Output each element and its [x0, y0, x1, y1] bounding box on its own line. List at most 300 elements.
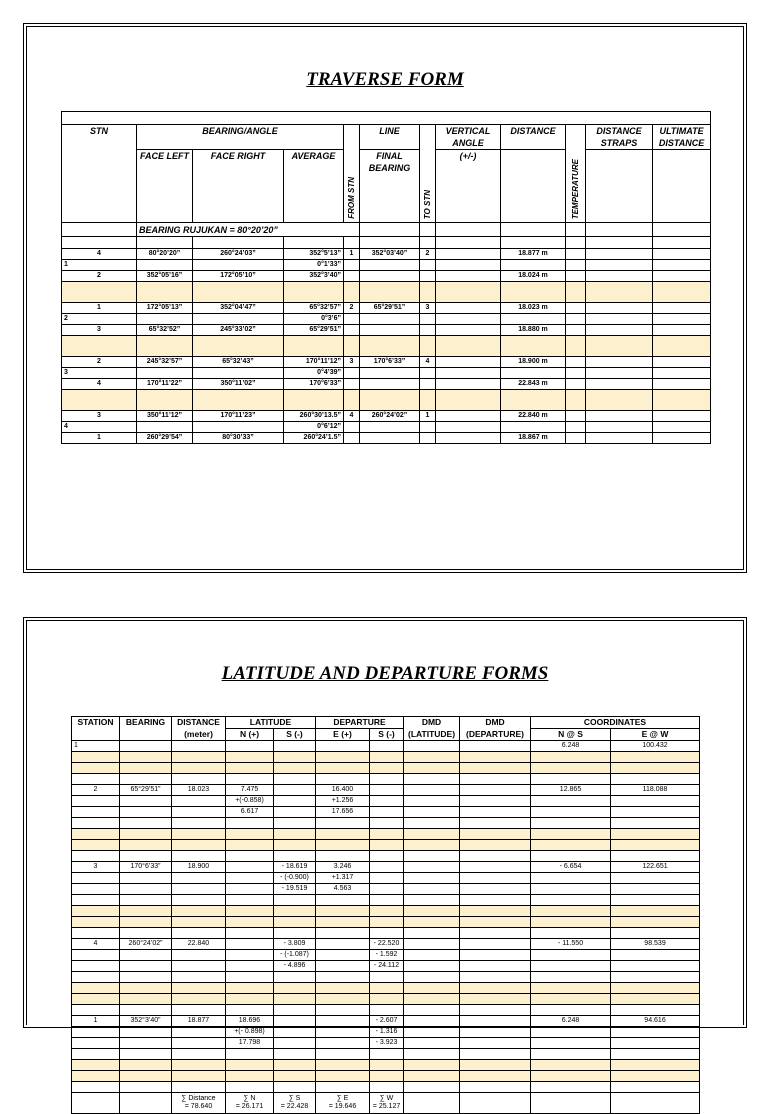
latdep-cell-dmd-dep	[460, 950, 531, 961]
header-distance-unit: (meter)	[172, 729, 226, 741]
traverse-cell-from	[344, 379, 360, 390]
traverse-cell-empty	[360, 368, 420, 379]
latdep-cell-coord-n: - 11.550	[531, 939, 611, 950]
latdep-cell-dmd-dep	[460, 862, 531, 873]
traverse-cell-empty	[193, 368, 284, 379]
traverse-cell-empty	[566, 260, 586, 271]
latdep-cell-dep-w: - 3.923	[370, 1038, 404, 1049]
latdep-separator-band	[72, 906, 700, 917]
traverse-separator-band	[62, 336, 711, 357]
latdep-cell-coord-n: 6.248	[531, 1016, 611, 1027]
header-temperature	[566, 125, 586, 223]
traverse-cell-from: 1	[344, 249, 360, 260]
latdep-cell-lat-s	[274, 785, 316, 796]
latdep-cell-coord-e	[611, 796, 700, 807]
latdep-cell-coord-e	[611, 1038, 700, 1049]
traverse-cell-va	[436, 357, 501, 368]
latdep-cell-dep-e: 4.563	[316, 884, 370, 895]
traverse-cell-empty	[586, 314, 653, 325]
traverse-cell-fr: 245°33’02”	[193, 325, 284, 336]
latdep-cell-lat-s: - (-0.900)	[274, 873, 316, 884]
latdep-cell-dmd-dep	[460, 1016, 531, 1027]
latdep-cell-coord-n	[531, 1038, 611, 1049]
latdep-cell-bearing	[120, 807, 172, 818]
latdep-cell-dep-w	[370, 807, 404, 818]
traverse-cell-fl: 65°32’52”	[137, 325, 193, 336]
traverse-cell-ult	[653, 325, 711, 336]
latdep-cell-distance	[172, 1038, 226, 1049]
sum-distance-value: = 78.640	[184, 1103, 213, 1110]
traverse-cell-temp	[566, 303, 586, 314]
traverse-cell-fb: 352°03’40”	[360, 249, 420, 260]
latdep-cell-lat-s	[274, 1027, 316, 1038]
header-average: AVERAGE	[284, 150, 344, 223]
header-n-plus: N (+)	[226, 729, 274, 741]
latdep-separator-band	[72, 763, 700, 774]
traverse-cell-empty	[193, 422, 284, 433]
traverse-cell-ult	[653, 303, 711, 314]
latdep-cell-dmd-lat	[404, 961, 460, 972]
traverse-cell-ult	[653, 433, 711, 444]
sum-e-value: = 19.646	[328, 1103, 357, 1110]
header-face-right: FACE RIGHT	[193, 150, 284, 223]
latdep-cell-dmd-dep	[460, 1027, 531, 1038]
latdep-cell-dmd-lat	[404, 862, 460, 873]
traverse-cell-va	[436, 379, 501, 390]
traverse-cell-dist: 18.024 m	[501, 271, 566, 282]
sum-n-label: ∑ N	[243, 1094, 256, 1102]
traverse-cell-from	[344, 271, 360, 282]
traverse-cell-angle-diff: 0°3’6”	[284, 314, 344, 325]
latdep-cell-lat-n: 7.475	[226, 785, 274, 796]
header-dmd-latitude: DMD	[404, 717, 460, 729]
traverse-cell-to: 4	[420, 357, 436, 368]
header-latitude: LATITUDE	[226, 717, 316, 729]
traverse-cell-avg: 170°6’33”	[284, 379, 344, 390]
latdep-cell-station	[72, 950, 120, 961]
latdep-cell-dmd-lat	[404, 785, 460, 796]
traverse-cell-dist: 18.877 m	[501, 249, 566, 260]
traverse-cell-fb: 65°29’51”	[360, 303, 420, 314]
latdep-cell-lat-n: +(-0.858)	[226, 796, 274, 807]
latdep-cell-dmd-dep	[460, 873, 531, 884]
traverse-header-row-1	[62, 125, 711, 150]
traverse-cell-empty	[436, 314, 501, 325]
traverse-cell-empty	[501, 368, 566, 379]
header-distance-empty	[501, 150, 566, 223]
traverse-cell-fb	[360, 379, 420, 390]
traverse-cell-empty	[360, 422, 420, 433]
latitude-departure-table	[71, 716, 700, 1114]
traverse-cell-ult	[653, 379, 711, 390]
latdep-cell-coord-n: 12.865	[531, 785, 611, 796]
latdep-cell-dmd-lat	[404, 1027, 460, 1038]
traverse-cell-empty	[137, 260, 193, 271]
traverse-cell-to	[420, 271, 436, 282]
traverse-cell-empty	[501, 422, 566, 433]
latdep-separator-band	[72, 917, 700, 928]
header-bearing: BEARING	[120, 717, 172, 741]
traverse-cell-to	[420, 433, 436, 444]
latdep-cell-dep-e	[316, 1038, 370, 1049]
traverse-row	[62, 379, 711, 390]
traverse-cell-empty	[420, 422, 436, 433]
latdep-separator-band	[72, 1071, 700, 1082]
traverse-cell-dist: 18.880 m	[501, 325, 566, 336]
header-vertical-angle: VERTICAL ANGLE	[436, 125, 501, 150]
latdep-cell-lat-s: - 19.519	[274, 884, 316, 895]
latdep-cell-lat-n	[226, 961, 274, 972]
traverse-cell-empty	[436, 260, 501, 271]
traverse-header-row-2	[62, 150, 711, 223]
latdep-cell-distance	[172, 950, 226, 961]
traverse-cell-empty	[566, 368, 586, 379]
traverse-cell-fl: 172°05’13”	[137, 303, 193, 314]
header-dmd-latitude-sub: (LATITUDE)	[404, 729, 460, 741]
traverse-cell-dist: 22.840 m	[501, 411, 566, 422]
latdep-empty-row	[72, 928, 700, 939]
latdep-cell-dep-e	[316, 1027, 370, 1038]
latdep-cell-lat-s	[274, 796, 316, 807]
latdep-cell-dep-e	[316, 939, 370, 950]
latdep-cell-distance	[172, 807, 226, 818]
header-e-at-w: E @ W	[611, 729, 700, 741]
traverse-cell-fr: 350°11’02”	[193, 379, 284, 390]
traverse-spacer-row	[62, 237, 711, 249]
traverse-cell-straps	[586, 433, 653, 444]
latdep-row	[72, 961, 700, 972]
latdep-cell-coord-e	[611, 873, 700, 884]
traverse-cell-empty	[137, 368, 193, 379]
traverse-cell-ult	[653, 271, 711, 282]
latdep-cell-coord-e	[611, 950, 700, 961]
latdep-cell-lat-n	[226, 950, 274, 961]
traverse-cell-fb: 170°6’33”	[360, 357, 420, 368]
latdep-empty-row	[72, 774, 700, 785]
latdep-cell-distance	[172, 796, 226, 807]
traverse-cell-occupied-stn: 2	[62, 314, 137, 325]
traverse-cell-avg: 352°5’13”	[284, 249, 344, 260]
traverse-cell-ult	[653, 411, 711, 422]
traverse-row	[62, 303, 711, 314]
latdep-cell-dmd-lat	[404, 1038, 460, 1049]
traverse-cell-to	[420, 379, 436, 390]
header-station: STATION	[72, 717, 120, 741]
traverse-row	[62, 433, 711, 444]
traverse-cell-empty	[420, 260, 436, 271]
latdep-cell-lat-s	[274, 1016, 316, 1027]
header-stn: STN	[62, 125, 137, 223]
latdep-cell-dep-w	[370, 785, 404, 796]
sum-w-value: = 25.127	[372, 1103, 401, 1110]
traverse-cell-straps	[586, 325, 653, 336]
latdep-cell-station	[72, 807, 120, 818]
traverse-cell-fl: 352°05’16”	[137, 271, 193, 282]
latdep-cell-bearing	[120, 950, 172, 961]
traverse-cell-avg: 65°29’51”	[284, 325, 344, 336]
latdep-cell-lat-n: 17.798	[226, 1038, 274, 1049]
traverse-cell-va	[436, 271, 501, 282]
latdep-empty-row	[72, 895, 700, 906]
latdep-cell-dep-e: 3.246	[316, 862, 370, 873]
traverse-cell-from: 4	[344, 411, 360, 422]
latdep-cell-coord-e	[611, 961, 700, 972]
traverse-row	[62, 357, 711, 368]
traverse-angle-row	[62, 260, 711, 271]
latdep-cell-station	[72, 961, 120, 972]
traverse-table	[61, 111, 711, 444]
traverse-cell-to	[420, 325, 436, 336]
latdep-cell-lat-n	[226, 862, 274, 873]
traverse-cell-stn: 1	[62, 433, 137, 444]
header-bearing-angle: BEARING/ANGLE	[137, 125, 344, 150]
latdep-cell-coord-n	[531, 950, 611, 961]
latdep-cell-dep-e: 16.400	[316, 785, 370, 796]
traverse-cell-fr: 352°04’47”	[193, 303, 284, 314]
traverse-cell-fr: 170°11’23”	[193, 411, 284, 422]
latdep-cell-dep-w	[370, 796, 404, 807]
traverse-cell-va	[436, 433, 501, 444]
traverse-angle-row	[62, 314, 711, 325]
latdep-empty-row	[72, 1049, 700, 1060]
latdep-cell-dmd-lat	[404, 950, 460, 961]
latdep-cell-bearing	[120, 961, 172, 972]
latdep-cell-distance: 18.877	[172, 1016, 226, 1027]
traverse-cell-stn: 2	[62, 271, 137, 282]
latdep-empty-row	[72, 851, 700, 862]
traverse-angle-row	[62, 368, 711, 379]
latdep-cell-station	[72, 873, 120, 884]
traverse-cell-empty	[586, 260, 653, 271]
latdep-cell-dep-w: - 24.112	[370, 961, 404, 972]
start-station: 1	[72, 741, 120, 752]
sum-e-label: ∑ E	[336, 1094, 349, 1102]
traverse-cell-dist: 18.900 m	[501, 357, 566, 368]
traverse-cell-empty	[436, 422, 501, 433]
latdep-cell-station	[72, 1027, 120, 1038]
traverse-cell-stn: 3	[62, 411, 137, 422]
traverse-cell-fl: 80°20’20”	[137, 249, 193, 260]
traverse-top-border-row	[62, 112, 711, 125]
traverse-cell-fr: 260°24’03”	[193, 249, 284, 260]
traverse-row	[62, 325, 711, 336]
traverse-cell-fl: 350°11’12”	[137, 411, 193, 422]
traverse-cell-fb	[360, 271, 420, 282]
traverse-cell-to: 2	[420, 249, 436, 260]
latdep-cell-dmd-dep	[460, 796, 531, 807]
latdep-cell-coord-e	[611, 807, 700, 818]
traverse-cell-temp	[566, 249, 586, 260]
latdep-cell-dep-w: - 2.607	[370, 1016, 404, 1027]
traverse-cell-empty	[344, 260, 360, 271]
traverse-cell-stn: 4	[62, 379, 137, 390]
traverse-cell-empty	[653, 314, 711, 325]
latdep-cell-coord-e: 122.651	[611, 862, 700, 873]
traverse-cell-empty	[360, 314, 420, 325]
sum-n	[226, 1093, 274, 1114]
latdep-row	[72, 1016, 700, 1027]
traverse-cell-avg: 65°32’57”	[284, 303, 344, 314]
traverse-cell-va	[436, 411, 501, 422]
sum-w	[370, 1093, 404, 1114]
latdep-cell-dmd-lat	[404, 796, 460, 807]
latdep-cell-dmd-dep	[460, 939, 531, 950]
traverse-cell-straps	[586, 303, 653, 314]
latdep-cell-bearing	[120, 796, 172, 807]
latdep-cell-coord-n	[531, 873, 611, 884]
traverse-cell-empty	[586, 368, 653, 379]
latdep-cell-dmd-lat	[404, 807, 460, 818]
latdep-separator-band	[72, 994, 700, 1005]
traverse-cell-dist: 18.867 m	[501, 433, 566, 444]
sum-distance-label: ∑ Distance	[181, 1094, 216, 1102]
latdep-separator-band	[72, 752, 700, 763]
bearing-rujukan: BEARING RUJUKAN = 80°20’20”	[137, 223, 360, 237]
traverse-cell-empty	[566, 314, 586, 325]
latdep-cell-dep-w	[370, 873, 404, 884]
header-face-left: FACE LEFT	[137, 150, 193, 223]
latdep-cell-lat-n: 6.617	[226, 807, 274, 818]
traverse-cell-temp	[566, 411, 586, 422]
traverse-cell-empty	[501, 314, 566, 325]
traverse-cell-avg: 170°11’12”	[284, 357, 344, 368]
latdep-row	[72, 785, 700, 796]
traverse-cell-va	[436, 303, 501, 314]
latitude-departure-title: LATITUDE AND DEPARTURE FORMS	[221, 663, 549, 684]
header-dmd-departure: DMD	[460, 717, 531, 729]
latdep-cell-distance	[172, 961, 226, 972]
latdep-cell-dep-e: +1.256	[316, 796, 370, 807]
to-stn-label: TO STN	[422, 189, 432, 219]
latdep-cell-coord-e: 118.088	[611, 785, 700, 796]
latdep-cell-lat-n: 18.696	[226, 1016, 274, 1027]
latdep-row	[72, 884, 700, 895]
sum-e	[316, 1093, 370, 1114]
latdep-row	[72, 873, 700, 884]
traverse-cell-empty	[436, 368, 501, 379]
traverse-cell-empty	[653, 368, 711, 379]
latdep-cell-dmd-dep	[460, 807, 531, 818]
traverse-cell-straps	[586, 271, 653, 282]
header-straps-empty	[586, 150, 653, 223]
traverse-cell-stn: 4	[62, 249, 137, 260]
latdep-cell-coord-n	[531, 807, 611, 818]
traverse-form-frame	[26, 26, 744, 570]
latdep-cell-lat-n	[226, 884, 274, 895]
start-coord-e: 100.432	[611, 741, 700, 752]
traverse-cell-empty	[360, 260, 420, 271]
latdep-cell-dep-w: - 1.592	[370, 950, 404, 961]
traverse-cell-empty	[420, 314, 436, 325]
header-s-minus-departure: S (-)	[370, 729, 404, 741]
latdep-cell-coord-n: - 6.654	[531, 862, 611, 873]
traverse-cell-empty	[501, 260, 566, 271]
latdep-empty-row	[72, 818, 700, 829]
traverse-cell-avg: 260°30’13.5”	[284, 411, 344, 422]
latdep-cell-coord-e	[611, 884, 700, 895]
latdep-cell-station: 1	[72, 1016, 120, 1027]
from-stn-label: FROM STN	[346, 177, 356, 219]
latdep-cell-dep-w	[370, 884, 404, 895]
traverse-cell-stn: 2	[62, 357, 137, 368]
latdep-row	[72, 862, 700, 873]
latdep-cell-lat-n: +(- 0.898)	[226, 1027, 274, 1038]
latdep-cell-bearing	[120, 884, 172, 895]
latdep-cell-bearing: 170°6’33”	[120, 862, 172, 873]
traverse-cell-angle-diff: 0°1’33”	[284, 260, 344, 271]
traverse-cell-ult	[653, 357, 711, 368]
traverse-cell-fr: 172°05’10”	[193, 271, 284, 282]
header-final-bearing: FINAL BEARING	[360, 150, 420, 223]
traverse-cell-from	[344, 325, 360, 336]
traverse-row	[62, 411, 711, 422]
traverse-cell-to: 3	[420, 303, 436, 314]
traverse-cell-empty	[137, 422, 193, 433]
traverse-cell-temp	[566, 379, 586, 390]
traverse-cell-empty	[344, 314, 360, 325]
latdep-cell-lat-n	[226, 873, 274, 884]
temperature-label: TEMPERATURE	[570, 158, 580, 219]
traverse-cell-temp	[566, 325, 586, 336]
latdep-row	[72, 1038, 700, 1049]
traverse-cell-from	[344, 433, 360, 444]
header-ultimate-empty	[653, 150, 711, 223]
latdep-row	[72, 796, 700, 807]
sum-empty	[404, 1093, 460, 1114]
latdep-cell-lat-s: - (-1.087)	[274, 950, 316, 961]
traverse-form-title: TRAVERSE FORM	[306, 69, 464, 90]
latdep-cell-dep-e: 17.656	[316, 807, 370, 818]
traverse-cell-fb: 260°24’02”	[360, 411, 420, 422]
traverse-cell-empty	[586, 422, 653, 433]
traverse-cell-temp	[566, 271, 586, 282]
latdep-cell-station: 2	[72, 785, 120, 796]
latdep-cell-distance: 18.900	[172, 862, 226, 873]
bearing-rujukan-row	[62, 223, 711, 237]
sum-w-label: ∑ W	[379, 1094, 394, 1102]
latdep-cell-distance: 18.023	[172, 785, 226, 796]
sum-empty	[72, 1093, 120, 1114]
latdep-cell-bearing	[120, 1038, 172, 1049]
traverse-cell-angle-diff: 0°4’39”	[284, 368, 344, 379]
latdep-cell-dep-w	[370, 862, 404, 873]
traverse-cell-dist: 22.843 m	[501, 379, 566, 390]
header-coordinates: COORDINATES	[531, 717, 700, 729]
traverse-cell-avg: 352°3’40”	[284, 271, 344, 282]
latdep-cell-lat-s: - 4.896	[274, 961, 316, 972]
latdep-cell-dep-e	[316, 950, 370, 961]
traverse-cell-fb	[360, 325, 420, 336]
latdep-cell-dmd-lat	[404, 939, 460, 950]
latdep-cell-lat-s	[274, 807, 316, 818]
latdep-cell-dmd-dep	[460, 884, 531, 895]
traverse-cell-empty	[344, 422, 360, 433]
latdep-cell-coord-e: 94.616	[611, 1016, 700, 1027]
latdep-cell-dep-w: - 22.520	[370, 939, 404, 950]
traverse-cell-fl: 260°29’54”	[137, 433, 193, 444]
traverse-row	[62, 249, 711, 260]
header-distance: DISTANCE	[172, 717, 226, 729]
traverse-cell-empty	[566, 422, 586, 433]
traverse-cell-to: 1	[420, 411, 436, 422]
sum-n-value: = 26.171	[235, 1103, 264, 1110]
traverse-separator-band	[62, 282, 711, 303]
latdep-cell-station	[72, 796, 120, 807]
traverse-cell-from: 2	[344, 303, 360, 314]
latdep-cell-dep-e: +1.317	[316, 873, 370, 884]
latdep-separator-band	[72, 1060, 700, 1071]
latdep-cell-dmd-lat	[404, 873, 460, 884]
